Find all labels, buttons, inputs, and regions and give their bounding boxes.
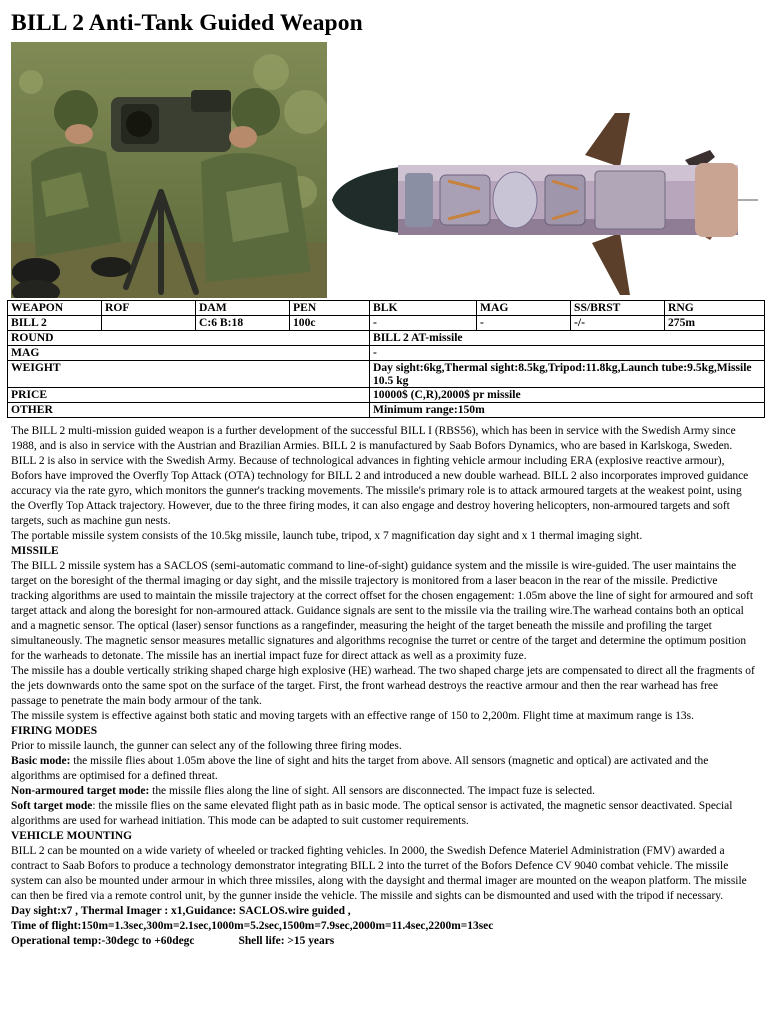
intro-paragraph: The BILL 2 multi-mission guided weapon is a further development of the successful BILL I (RBS56), which has been in service with the Swedish Army since 1988, and is also in service with the Austrian and Brazilian Armies. BILL 2 is manufactured by Saab Bofors Dynamics, who are based in Karlskoga, Sweden. BILL 2 is also in service with the Swedish Army. Because of technological advances in fighting vehicle armour including ERA (explosive reactive armour), Bofors have improved the Overfly Top Attack (OTA) technology for BILL 2 and introduced a new double warhead. BILL 2 also incorporates improved guidance accuracy via the rate gyro, which monitors the gunner's tracking movements. The missile's primary role is to attack armoured targets at the weakest point, using the Overfly Top Attack trajectory. However, due to the three firing modes, it can also engage and destroy hovering helicopters, non-armoured targets and soft targets, such as machine gun nests. (11, 425, 749, 527)
header-weapon: WEAPON (8, 301, 102, 316)
non-armoured-mode-text: the missile flies along the line of sight. All sensors are disconnected. The impact fuze is selected. (149, 785, 596, 797)
stats-header-row (8, 301, 765, 316)
weight-label: WEIGHT (8, 361, 370, 388)
value-blk: - (370, 316, 477, 331)
header-pen: PEN (290, 301, 370, 316)
weight-value: Day sight:6kg,Thermal sight:8.5kg,Tripod:11.8kg,Launch tube:9.5kg,Missile 10.5 kg (370, 361, 765, 388)
value-mag: - (477, 316, 571, 331)
article-body (11, 424, 756, 949)
operational-temp: Operational temp:-30degc to +60degc (11, 935, 195, 947)
value-ss-brst: -/- (571, 316, 665, 331)
vehicle-mounting-heading: VEHICLE MOUNTING (11, 830, 133, 842)
soft-target-mode-paragraph (11, 799, 756, 829)
price-row (8, 388, 765, 403)
value-dam: C:6 B:18 (196, 316, 290, 331)
mag-row (8, 346, 765, 361)
missile-paragraph-3: The missile system is effective against both static and moving targets with an effective range of 150 to 2,200m. Flight time at maximum range is 13s. (11, 710, 694, 722)
weight-row (8, 361, 765, 388)
missile-heading: MISSILE (11, 545, 59, 557)
missile-paragraph-1: The BILL 2 missile system has a SACLOS (semi-automatic command to line-of-sight) guidance system and the missile is wire-guided. The user maintains the target on the boresight of the thermal imaging or day sight, and the missile trajectory is monitored from a laser beacon in the rear of the missile. Predictive tracking algorithms are used to maintain the missile trajectory at the correct offset for the chosen engagement: 1.05m above the line of sight for armoured and soft target attack and along the boresight for non-armoured attack. Guidance signals are sent to the missile via the trailing wire.The warhead contains both an optical and a magnetic sensor. The optical (laser) sensor functions as a rangefinder, measuring the height of the target beneath the missile and profiling the target simultaneously. The magnetic sensor measures metallic signatures and algorithms recognise the turret or centre of the target and determine the optimum position for the warheads to detonate. The missile has an inertial impact fuze for direct attack as well as a proximity fuze. (11, 560, 754, 662)
value-pen: 100c (290, 316, 370, 331)
other-row (8, 403, 765, 418)
header-rof: ROF (102, 301, 196, 316)
header-rng: RNG (665, 301, 765, 316)
header-blk: BLK (370, 301, 477, 316)
other-value: Minimum range:150m (370, 403, 765, 418)
missile-paragraph-2: The missile has a double vertically striking shaped charge high explosive (HE) warhead. The two shaped charge jets are compensated to direct all the fragments of the jets downwards onto the same spot on the surface of the target. First, the front warhead destroys the reactive armour and then the rear warhead has free passage to penetrate the main body armour of the tank. (11, 665, 755, 707)
mag-label: MAG (8, 346, 370, 361)
basic-mode-paragraph (11, 754, 756, 784)
page-title: BILL 2 Anti-Tank Guided Weapon (11, 10, 363, 36)
header-mag: MAG (477, 301, 571, 316)
non-armoured-mode-label: Non-armoured target mode: (11, 785, 150, 797)
header-ss-brst: SS/BRST (571, 301, 665, 316)
soft-target-mode-text: : the missile flies on the same elevated flight path as in basic mode. The optical sensor is activated, the magnetic sensor deactivated. Special algorithms are used for warhead initiation. This mode can be adapted to suit customer requirements. (11, 800, 733, 827)
round-label: ROUND (8, 331, 370, 346)
portable-paragraph: The portable missile system consists of the 10.5kg missile, launch tube, tripod, x 7 magnification day sight and x 1 thermal imaging sight. (11, 530, 643, 542)
non-armoured-mode-paragraph (11, 784, 756, 799)
round-value: BILL 2 AT-missile (370, 331, 765, 346)
value-rof (102, 316, 196, 331)
firing-modes-heading: FIRING MODES (11, 725, 98, 737)
price-label: PRICE (8, 388, 370, 403)
soldiers-photo (11, 42, 327, 298)
spec-line-flight-time: Time of flight:150m=1.3sec,300m=2.1sec,1000m=5.2sec,1500m=7.9sec,2000m=11.4sec,2200m=13sec (11, 920, 494, 932)
spec-line-temp-life (11, 934, 756, 949)
value-weapon: BILL 2 (8, 316, 102, 331)
mag-value: - (370, 346, 765, 361)
vehicle-mounting-paragraph: BILL 2 can be mounted on a wide variety of wheeled or tracked fighting vehicles. In 2000, the Swedish Defence Materiel Administration (FMV) awarded a contract to Saab Bofors to produce a technology demonstrator integrating BILL 2 into the turret of the Bofors Defence CV 9040 combat vehicle. The missile system can also be mounted under armour in which three missiles, along with the daysight and thermal imager are mounted on the weapon platform. The missile can then be fired via a remote control unit, by the gunner inside the vehicle. The missile and sights can be dismounted and used with the tripod if necessary. (11, 845, 747, 902)
soft-target-mode-label: Soft target mode (11, 800, 93, 812)
spec-line-sights: Day sight:x7 , Thermal Imager : x1,Guidance: SACLOS.wire guided , (11, 905, 351, 917)
weapon-stats-table (7, 300, 765, 418)
firing-intro: Prior to missile launch, the gunner can select any of the following three firing modes. (11, 740, 402, 752)
shelf-life: Shell life: >15 years (238, 935, 335, 947)
missile-cutaway-diagram (330, 105, 760, 300)
other-label: OTHER (8, 403, 370, 418)
basic-mode-label: Basic mode: (11, 755, 71, 767)
round-row (8, 331, 765, 346)
basic-mode-text: the missile flies about 1.05m above the line of sight and hits the target from above. All sensors (magnetic and optical) are activated and the algorithms are optimised for a defined threat. (11, 755, 709, 782)
stats-value-row (8, 316, 765, 331)
value-rng: 275m (665, 316, 765, 331)
header-dam: DAM (196, 301, 290, 316)
price-value: 10000$ (C,R),2000$ pr missile (370, 388, 765, 403)
